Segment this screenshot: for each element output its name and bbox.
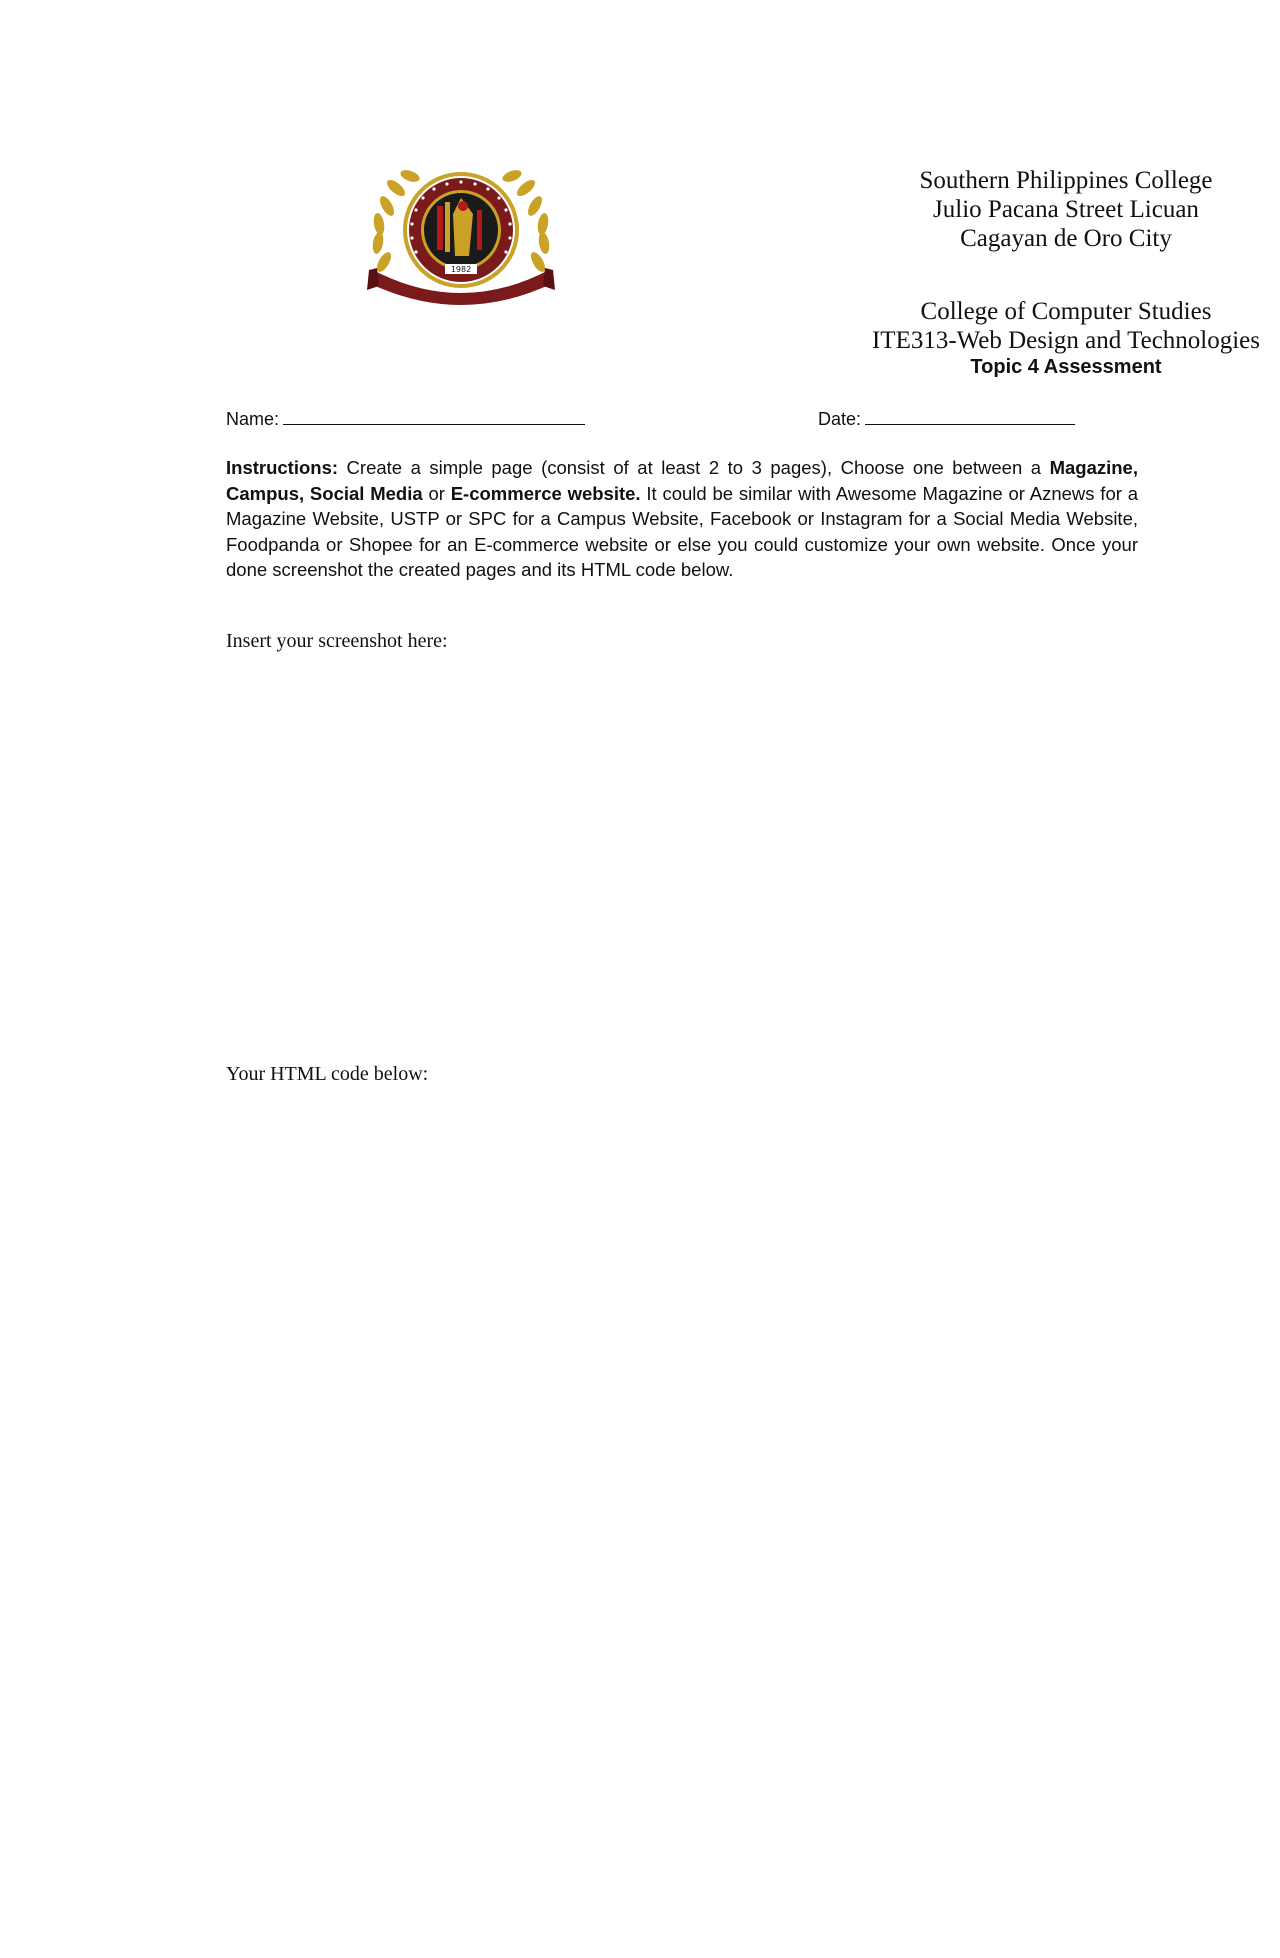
document-header [365, 166, 1265, 386]
name-field[interactable] [226, 406, 585, 430]
date-blank-line[interactable] [865, 406, 1075, 425]
name-blank-line[interactable] [283, 406, 585, 425]
instructions-text-2: or [422, 482, 451, 504]
instructions-text-3: It could be similar with Awesome Magazine or Aznews for a Magazine Website, USTP or SPC for a Campus Website, Facebook or Instagram for a Social Media Website, Foodpanda or Shopee for an E-commerce website or else you could customize your own website. Once your done screenshot the created pages and its HTML code below. [226, 482, 1138, 581]
instructions-text-1: Create a simple page (consist of at least 2 to 3 pages), Choose one between a [338, 457, 1050, 478]
institution-name: Southern Philippines College [919, 167, 1213, 194]
html-code-area[interactable] [226, 1098, 1138, 1918]
screenshot-section-label: Insert your screenshot here: [226, 630, 448, 652]
instructions-bold-2: E-commerce website. [450, 482, 641, 504]
department-info [746, 297, 1280, 355]
institution-city: Cagayan de Oro City [960, 225, 1172, 252]
screenshot-area[interactable] [226, 665, 1138, 1045]
seal-year: 1982 [450, 265, 472, 274]
college-seal-icon [365, 166, 557, 306]
topic-title: Topic 4 Assessment [970, 356, 1162, 378]
instructions-bold-1: Magazine, Campus, Social Media [226, 457, 1138, 504]
student-fields [226, 406, 1146, 434]
name-label: Name: [226, 409, 280, 429]
instructions-paragraph [226, 455, 1138, 583]
institution-street: Julio Pacana Street Licuan [933, 196, 1199, 223]
course-name: ITE313-Web Design and Technologies [871, 327, 1261, 354]
institution-info [841, 166, 1280, 253]
date-field[interactable] [818, 406, 1075, 430]
department-name: College of Computer Studies [920, 298, 1212, 325]
instructions-label: Instructions: [226, 457, 339, 478]
html-code-section-label: Your HTML code below: [226, 1063, 429, 1085]
date-label: Date: [818, 409, 862, 429]
